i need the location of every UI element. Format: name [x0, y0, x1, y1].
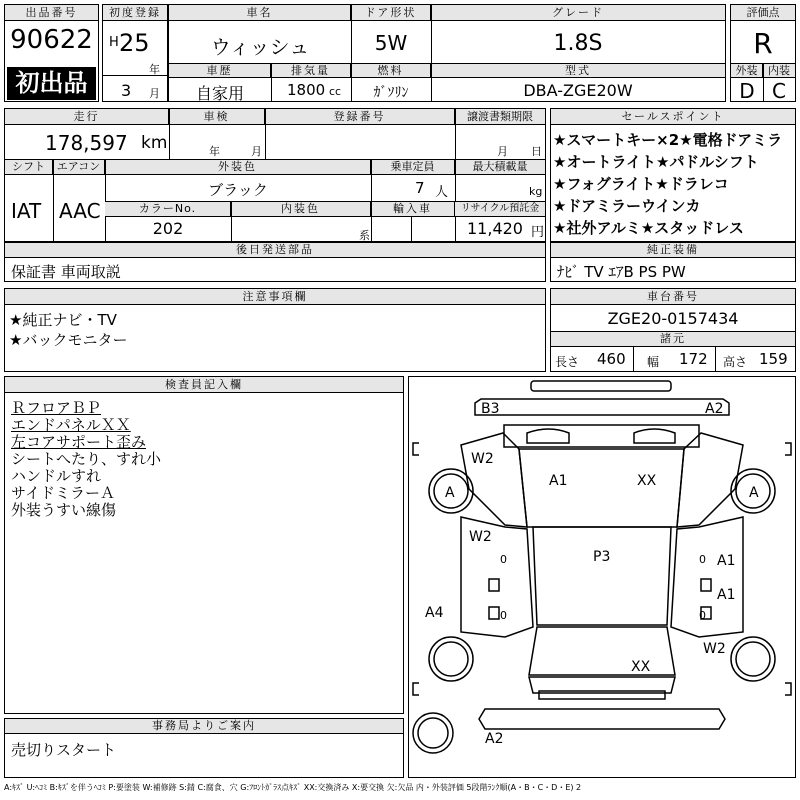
displacement-label: 排気量 [271, 64, 351, 78]
mileage-label: 走行 [5, 109, 169, 125]
exterior-label: 外装 [731, 64, 763, 78]
ext-color: ブラック [208, 181, 268, 199]
transfer-day-unit: 日 [531, 145, 542, 158]
score-label: 評価点 [731, 5, 795, 21]
mark-xx-rear: XX [631, 659, 651, 675]
grade-label: グレード [431, 5, 725, 21]
sales-point-line: ★社外アルミ★スタッドレス [553, 219, 744, 237]
office-label: 事務局よりご案内 [5, 719, 403, 734]
history: 自家用 [195, 84, 244, 103]
era: H [109, 35, 119, 50]
lot-label: 出品番号 [5, 5, 98, 21]
notes-line: ★純正ナビ・TV [9, 311, 117, 329]
vehicle-details-box [4, 108, 546, 242]
mark-w2-right: W2 [703, 641, 726, 657]
mark-zero: 0 [500, 553, 507, 566]
model: DBA-ZGE20W [523, 81, 633, 100]
header-block [4, 4, 796, 104]
shift: IAT [11, 199, 42, 223]
transfer-label: 譲渡書類期限 [455, 109, 545, 125]
exterior-score: D [739, 79, 755, 103]
door: 5W [374, 31, 408, 55]
chassis-box [550, 288, 796, 372]
insp-year-unit: 年 [209, 145, 220, 158]
history-label: 車歴 [169, 64, 271, 78]
mileage-unit: km [141, 133, 168, 153]
car-info-box [168, 4, 726, 102]
int-color-unit: 系 [359, 229, 370, 242]
ac-label: エアコン [53, 160, 105, 175]
post-docs-box [4, 242, 546, 282]
ac: AAC [59, 199, 101, 223]
height: 159 [759, 350, 788, 368]
year: 25 [119, 29, 150, 57]
mark-a4: A4 [425, 605, 444, 621]
first-listing-badge: 初出品 [7, 67, 96, 100]
recycle-unit: 円 [531, 225, 545, 240]
capacity-label: 乗車定員 [371, 160, 455, 175]
sales-point-line: ★フォグライト★ドラレコ [553, 175, 729, 193]
width: 172 [679, 350, 708, 368]
interior-score: C [772, 79, 786, 103]
displacement: 1800 [287, 81, 326, 99]
mark-zero: 0 [699, 609, 706, 622]
inspector-line: エンドパネルＸＸ [11, 416, 131, 434]
mark-xx-hood: XX [637, 473, 657, 489]
month-unit: 月 [149, 87, 160, 100]
ext-color-label: 外装色 [105, 160, 371, 175]
inspector-label: 検査員記入欄 [5, 377, 403, 393]
mark-p3: P3 [593, 549, 611, 565]
inspector-line: 外装うすい線傷 [11, 501, 117, 519]
inspector-line: ＲフロアＢＰ [11, 399, 102, 417]
fuel: ｶﾞｿﾘﾝ [373, 85, 409, 101]
chassis-label: 車台番号 [551, 289, 795, 305]
first-reg-box [102, 4, 168, 102]
inspection-label: 車検 [169, 109, 265, 125]
car-outline-svg [409, 377, 795, 777]
sales-points-box [550, 108, 796, 242]
damage-diagram [408, 376, 796, 778]
inspector-line: ハンドルすれ [11, 467, 102, 485]
genuine-text: ﾅﾋﾞ TV ｴｱB PS PW [557, 263, 686, 281]
mileage: 178,597 [45, 131, 128, 155]
inspector-line: 左コアサポート歪み [11, 433, 147, 451]
sales-point-line: ★スマートキー×2★電格ドアミラ [553, 131, 783, 149]
mark-a2-top: A2 [705, 401, 724, 417]
color-no: 202 [152, 219, 184, 238]
chassis-number: ZGE20-0157434 [607, 309, 739, 328]
sales-point-line: ★オートライト★パドルシフト [553, 153, 759, 171]
import-label: 輸入車 [371, 202, 455, 217]
shift-label: シフト [5, 160, 53, 175]
post-docs-label: 後日発送部品 [5, 243, 545, 258]
legend-text: A:ｷｽﾞ U:ﾍｺﾐ B:ｷｽﾞを伴うﾍｺﾐ P:要塗装 W:補修跡 S:錆 C:腐食、穴 G:ﾌﾛﾝﾄｶﾞﾗｽ点ｷｽﾞ XX:交換済み X:要交換 欠:欠品 内・外装評価 5段階ﾗﾝｸ順(A・B・C・D・E) 2 [4, 783, 582, 792]
mark-a-left: A [445, 485, 455, 501]
mark-b3: B3 [481, 401, 500, 417]
office-text: 売切りスタート [11, 741, 117, 759]
genuine-label: 純正装備 [551, 243, 795, 258]
notes-line: ★バックモニター [9, 331, 128, 349]
inspector-line: シートへたり、すれ小 [11, 450, 162, 468]
displacement-unit: cc [329, 85, 342, 98]
notes-box [4, 288, 546, 372]
score-box [730, 4, 796, 102]
transfer-month-unit: 月 [497, 145, 508, 158]
first-reg-label: 初度登録 [103, 5, 167, 21]
door-label: ドア形状 [351, 5, 431, 21]
post-docs-text: 保証書 車両取説 [11, 263, 121, 281]
capacity-unit: 人 [435, 185, 449, 200]
capacity: 7 [415, 179, 425, 197]
mark-a-right: A [749, 485, 759, 501]
mark-w2-left-top: W2 [471, 451, 494, 467]
dims-label: 諸元 [551, 332, 795, 347]
car-name: ウィッシュ [210, 35, 310, 59]
max-load-unit: kg [529, 185, 543, 198]
insp-month-unit: 月 [251, 145, 262, 158]
max-load-label: 最大積載量 [455, 160, 545, 175]
mark-zero: 0 [500, 609, 507, 622]
score: R [753, 27, 773, 60]
color-no-label: カラーNo. [105, 202, 231, 217]
lot-number: 90622 [10, 25, 93, 55]
sales-points-label: セールスポイント [551, 109, 795, 125]
height-label: 高さ [723, 355, 748, 369]
car-name-label: 車名 [169, 5, 351, 21]
mark-a1-right: A1 [717, 553, 736, 569]
mark-a1-hood: A1 [549, 473, 568, 489]
grade: 1.8S [553, 31, 603, 56]
mark-a2-bottom: A2 [485, 731, 504, 747]
length-label: 長さ [555, 355, 580, 369]
inspector-box [4, 376, 404, 714]
month: 3 [121, 81, 132, 100]
year-unit: 年 [149, 63, 160, 76]
sales-point-line: ★ドアミラーウインカ [553, 197, 701, 215]
notes-label: 注意事項欄 [5, 289, 545, 305]
mark-zero: 0 [699, 553, 706, 566]
int-color-label: 内装色 [231, 202, 371, 217]
genuine-box [550, 242, 796, 282]
mark-w2-left-mid: W2 [469, 529, 492, 545]
length: 460 [597, 350, 626, 368]
lot-number-box [4, 4, 99, 102]
office-box [4, 718, 404, 778]
reg-no-label: 登録番号 [265, 109, 455, 125]
mark-a1-right: A1 [717, 587, 736, 603]
fuel-label: 燃料 [351, 64, 431, 78]
model-label: 型式 [431, 64, 725, 78]
inspector-line: サイドミラーＡ [11, 484, 115, 502]
recycle-label: リサイクル預託金 [455, 202, 545, 217]
interior-label: 内装 [763, 64, 795, 78]
width-label: 幅 [647, 355, 660, 369]
recycle: 11,420 [467, 219, 523, 238]
